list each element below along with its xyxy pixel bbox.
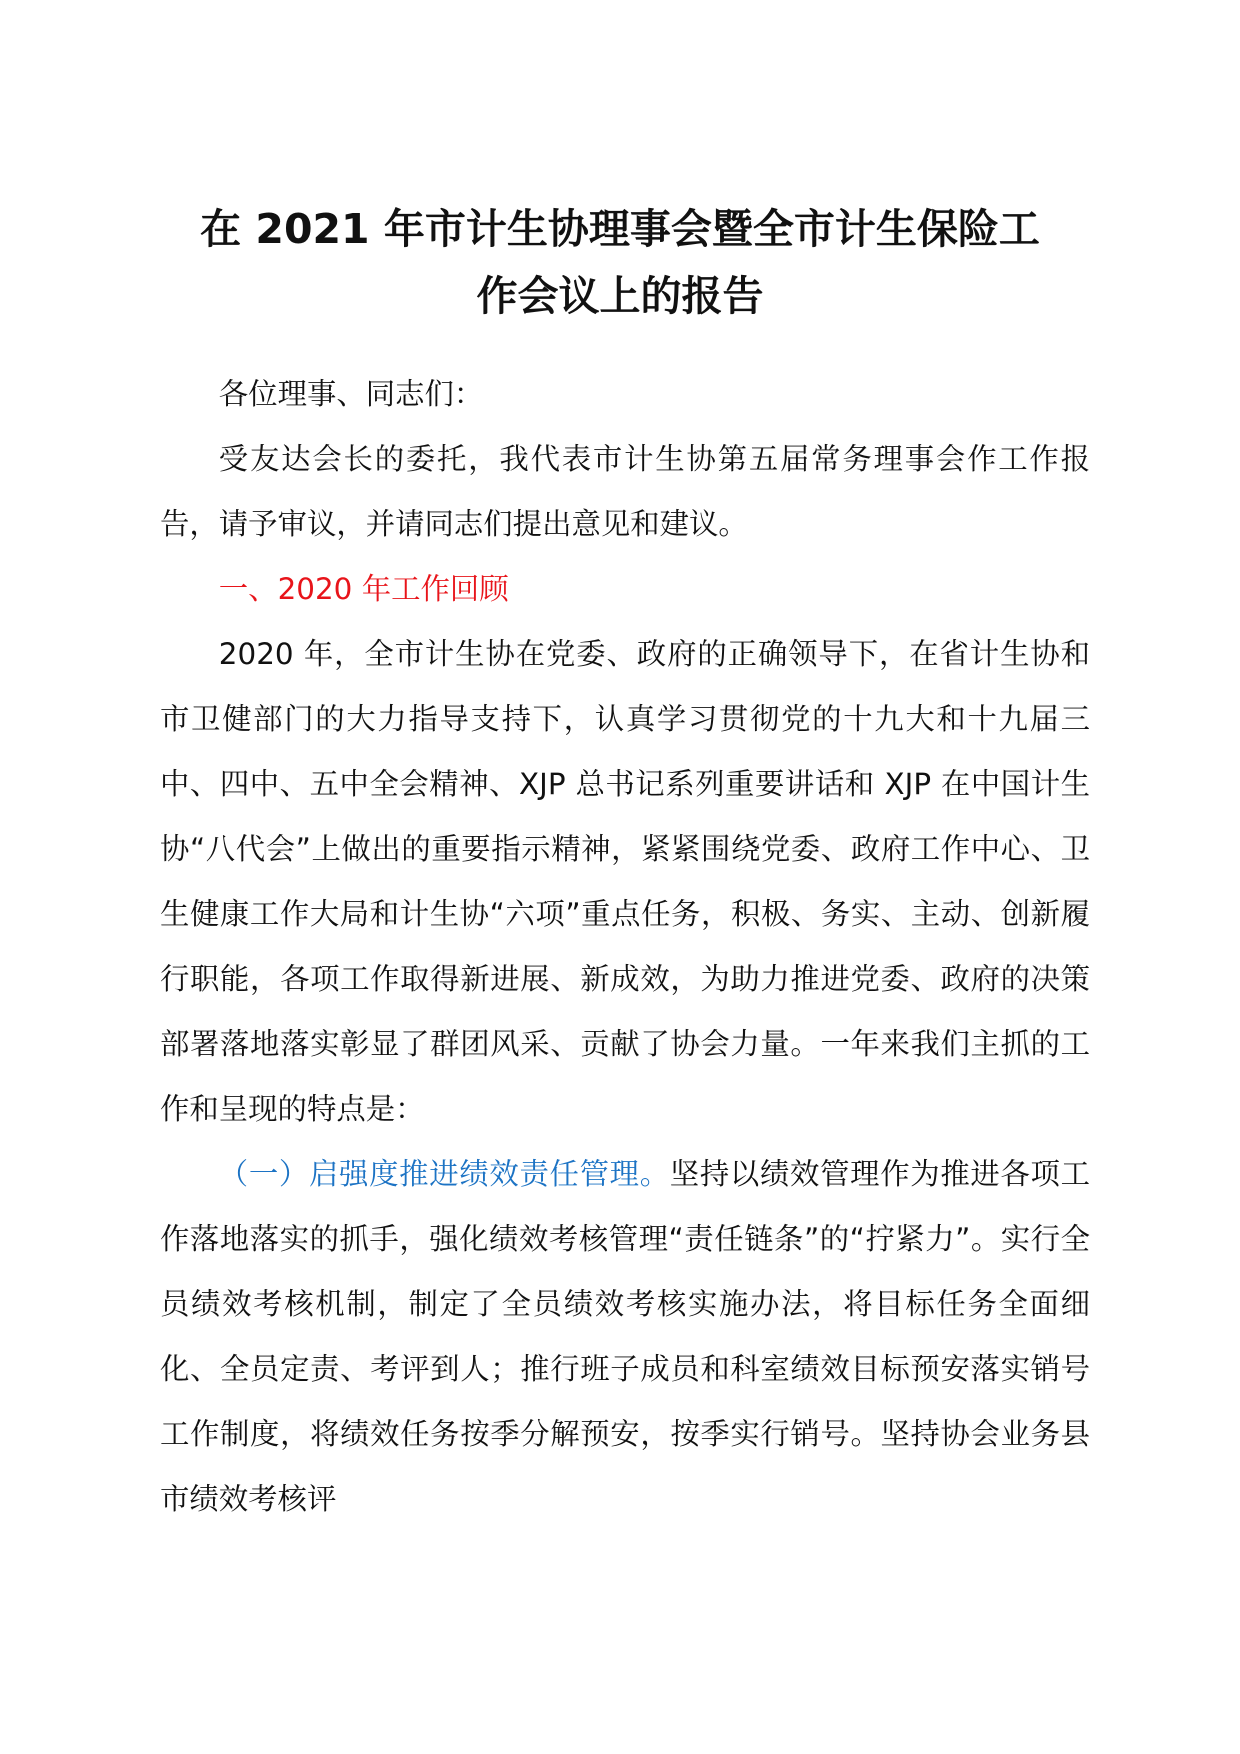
salutation: 各位理事、同志们：: [218, 377, 484, 411]
subsection-1-paragraph: [160, 1142, 1090, 1532]
subsection-1-text: 坚持以绩效管理作为推进各项工作落地落实的抓手，强化绩效考核管理“责任链条”的“拧紧力”。实行全员绩效考核机制，制定了全员绩效考核实施办法，将目标任务全面细化、全员定责、考评到人；推行班子成员和科室绩效目标预安落实销号工作制度，将绩效任务按季分解预安，按季实行销号。坚持协会业务县市绩效考核评: [160, 1157, 1091, 1516]
title-line-2: 作会议上的报告: [476, 272, 764, 320]
subsection-1-lead: （一）启强度推进绩效责任管理。: [218, 1157, 670, 1191]
document-body: [160, 362, 1090, 1532]
intro-paragraph: 受友达会长的委托，我代表市计生协第五届常务理事会作工作报告，请予审议，并请同志们提出意见和建议。: [160, 442, 1090, 541]
section-1-paragraph: 2020 年，全市计生协在党委、政府的正确领导下，在省计生协和市卫健部门的大力指导支持下，认真学习贯彻党的十九大和十九届三中、四中、五中全会精神、XJP 总书记系列重要讲话和 XJP 在中国计生协“八代会”上做出的重要指示精神，紧紧围绕党委、政府工作中心、卫生健康工作大局和计生协“六项”重点任务，积极、务实、主动、创新履行职能，各项工作取得新进展、新成效，为助力推进党委、政府的决策部署落地落实彰显了群团风采、贡献了协会力量。一年来我们主抓的工作和呈现的特点是：: [160, 637, 1090, 1126]
document-title: [150, 196, 1090, 330]
section-heading-1: 一、2020 年工作回顾: [218, 572, 509, 606]
title-line-1: 在 2021 年市计生协理事会暨全市计生保险工: [200, 205, 1040, 253]
